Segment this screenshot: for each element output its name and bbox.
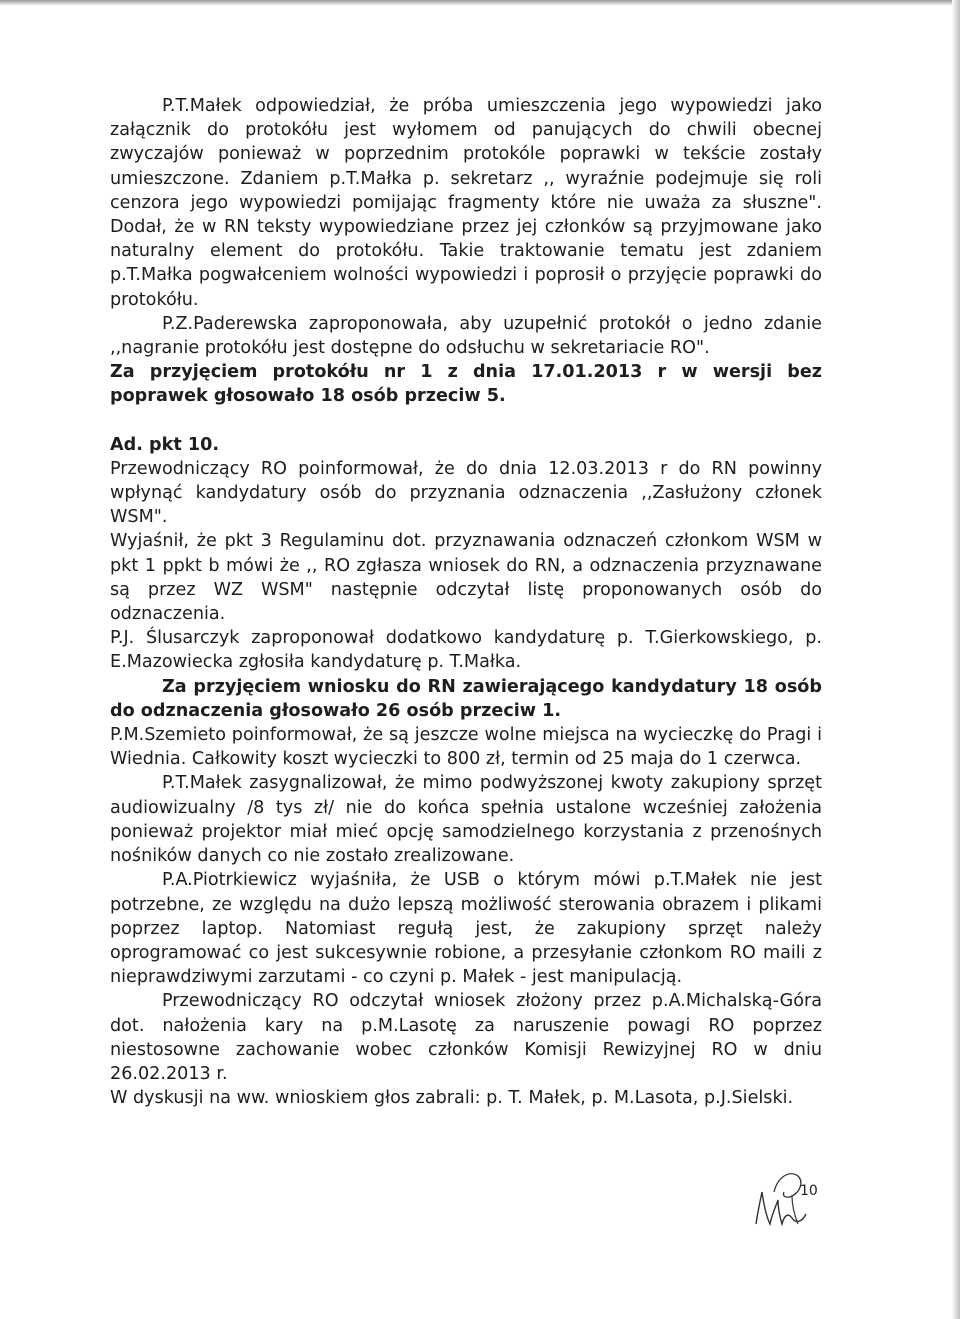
- paragraph-malek-reply: P.T.Małek odpowiedział, że próba umieszczenia jego wypowiedzi jako załącznik do protokółu jest wyłomem od panujących do chwili obecnej zwyczajów ponieważ w poprzednim protokóle poprawki w tekście zostały umieszczone. Zdaniem p.T.Małka p. sekretarz ,, wyraźnie podejmuje się roli cenzora jego wypowiedzi pomijając fragmenty które nie uważa za słuszne". Dodał, że w RN teksty wypowiedziane przez jej członków są przyjmowane jako naturalny element do protokółu. Takie traktowanie tematu jest zdaniem p.T.Małka pogwałceniem wolności wypowiedzi i poprosił o przyjęcie poprawki do protokółu.: [110, 96, 822, 310]
- paragraph-trip: P.M.Szemieto poinformował, że są jeszcze wolne miejsca na wycieczkę do Pragi i Wiednia. Całkowity koszt wycieczki to 800 zł, termin od 25 maja do 1 czerwca.: [110, 725, 822, 770]
- document-body: [110, 94, 822, 1110]
- spacer: [110, 409, 822, 433]
- page-number: 10: [800, 1183, 818, 1199]
- paragraph-discussion: W dyskusji na ww. wnioskiem głos zabrali: p. T. Małek, p. M.Lasota, p.J.Sielski.: [110, 1088, 794, 1109]
- paragraph-equipment: P.T.Małek zasygnalizował, że mimo podwyższonej kwoty zakupiony sprzęt audiowizualny /8 tys zł/ nie do końca spełnia ustalone wcześniej założenia ponieważ projektor miał mieć opcję samodzielnego korzystania z przenośnych nośników danych co nie zostało zrealizowane.: [110, 773, 822, 867]
- paragraph-candidates: P.J. Ślusarczyk zaproponował dodatkowo kandydaturę p. T.Gierkowskiego, p. E.Mazowiecka zgłosiła kandydaturę p. T.Małka.: [110, 628, 822, 673]
- paragraph-paderewska: P.Z.Paderewska zaproponowała, aby uzupełnić protokół o jedno zdanie ,,nagranie protokółu jest dostępne do odsłuchu w sekretariacie RO".: [110, 313, 822, 359]
- scan-edge-right: [952, 0, 960, 1319]
- paragraph-penalty-motion: Przewodniczący RO odczytał wniosek złożony przez p.A.Michalską-Góra dot. nałożenia kary na p.M.Lasotę za naruszenie powagi RO poprzez niestosowne zachowanie wobec członków Komisji Rewizyjnej RO w dniu 26.02.2013 r.: [110, 991, 822, 1084]
- vote-result-awards: Za przyjęciem wniosku do RN zawierającego kandydatury 18 osób do odznaczenia głosowało 26 osób przeciw 1.: [110, 676, 822, 721]
- paragraph-chairman-info: Przewodniczący RO poinformował, że do dnia 12.03.2013 r do RN powinny wpłynąć kandydatury osób do przyznania odznaczenia ,,Zasłużony członek WSM".: [110, 458, 822, 528]
- scan-edge-top: [0, 0, 960, 6]
- agenda-item-heading: Ad. pkt 10.: [110, 434, 220, 455]
- paragraph-usb-reply: P.A.Piotrkiewicz wyjaśniła, że USB o którym mówi p.T.Małek nie jest potrzebne, ze względu na dużo lepszą możliwość sterowania obrazem i plikami poprzez laptop. Natomiast regułą jest, że zakupiony sprzęt należy oprogramować co jest sukcesywnie robione, a przesyłanie członkom RO maili z nieprawdziwymi zarzutami - co czyni p. Małek - jest manipulacją.: [110, 870, 822, 988]
- vote-result-protocol: Za przyjęciem protokółu nr 1 z dnia 17.01.2013 r w wersji bez poprawek głosowało 18 osób przeciw 5.: [110, 362, 822, 407]
- paragraph-regulation: Wyjaśnił, że pkt 3 Regulaminu dot. przyznawania odznaczeń członkom WSM w pkt 1 ppkt b mówi że ,, RO zgłasza wniosek do RN, a odznaczenia przyznawane są przez WZ WSM" następnie odczytał listę proponowanych osób do odznaczenia.: [110, 531, 822, 625]
